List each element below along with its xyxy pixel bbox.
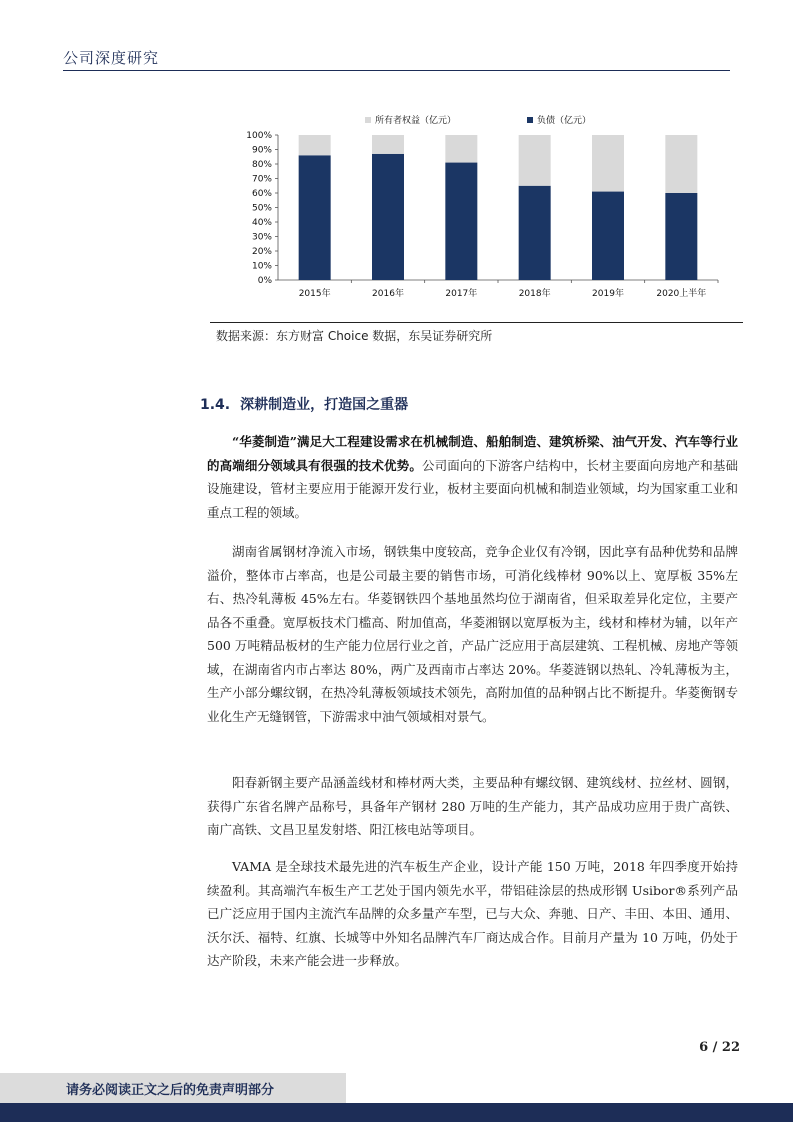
x-tick-label: 2019年: [592, 289, 624, 299]
header-divider: [63, 70, 730, 71]
x-tick-label: 2017年: [445, 289, 478, 299]
bar-equity: [372, 135, 404, 154]
y-tick-label: 90%: [251, 145, 272, 156]
paragraph-vama: VAMA 是全球技术最先进的汽车板生产企业，设计产能 150 万吨，2018 年四季度开始持续盈利。其高端汽车板生产工艺处于国内领先水平，带铝硅涂层的热成形钢 Usibor®系列产品已广泛应用于国内主流汽车品牌的众多量产车型，已与大众、奔驰、日产、丰田、本田、通用、沃尔沃、福特、红旗、长城等中外知名品牌汽车厂商达成合作。目前月产量为 10 万吨，仍处于达产阶段，未来产能会进一步释放。: [207, 859, 738, 968]
x-axis-ticks: [299, 280, 718, 299]
bar-debt: [299, 155, 331, 280]
bar-equity: [299, 135, 331, 155]
y-tick-label: 30%: [251, 232, 272, 243]
section-number: 1.4.: [200, 397, 231, 413]
y-tick-label: 10%: [251, 261, 272, 272]
x-tick-label: 2020上半年: [656, 289, 707, 299]
bar-debt: [445, 163, 477, 280]
y-tick-label: 0%: [257, 276, 272, 286]
bar-equity: [445, 135, 477, 163]
y-tick-label: 40%: [251, 218, 272, 228]
bar-equity: [592, 135, 624, 192]
legend-label: 负债（亿元）: [537, 116, 592, 126]
bar-debt: [665, 193, 697, 280]
y-tick-label: 20%: [251, 247, 272, 257]
legend-label: 所有者权益（亿元）: [375, 116, 457, 126]
y-tick-label: 70%: [251, 174, 272, 185]
section-heading: [200, 394, 408, 414]
footer-disclaimer: 请务必阅读正文之后的免责声明部分: [66, 1083, 275, 1098]
report-type-title: 公司深度研究: [63, 49, 160, 67]
y-tick-label: 50%: [251, 203, 272, 214]
section-title: 深耕制造业，打造国之重器: [240, 397, 409, 413]
bar-debt: [372, 154, 404, 280]
equity-debt-ratio-chart: [210, 108, 740, 308]
chart-source: 数据来源：东方财富 Choice 数据，东吴证券研究所: [216, 329, 493, 343]
page-number: 6 / 22: [699, 1040, 740, 1055]
y-tick-label: 60%: [251, 189, 272, 199]
bar-equity: [665, 135, 697, 193]
x-tick-label: 2018年: [518, 289, 551, 299]
chart-gridlines: [278, 135, 718, 280]
legend-swatch: [527, 117, 533, 123]
chart-legend: [365, 114, 591, 126]
bar-equity: [519, 135, 551, 186]
paragraph-yangchun-steel: 阳春新钢主要产品涵盖线材和棒材两大类，主要品种有螺纹钢、建筑线材、拉丝材、圆钢，获得广东省名牌产品称号，具备年产钢材 280 万吨的生产能力，其产品成功应用于贵广高铁、南广高铁、文昌卫星发射塔、阳江核电站等项目。: [207, 775, 738, 837]
y-tick-label: 100%: [246, 131, 272, 141]
paragraph-hunan-market: 湖南省属钢材净流入市场，钢铁集中度较高，竞争企业仅有冷钢，因此享有品种优势和品牌溢价，整体市占率高，也是公司最主要的销售市场，可消化线棒材 90%以上、宽厚板 35%左右、热冷轧薄板 45%左右。华菱钢铁四个基地虽然均位于湖南省，但采取差异化定位，主要产品各不重叠。宽厚板技术门槛高、附加值高，华菱湘钢以宽厚板为主，线材和棒材为辅，以年产 500 万吨精品板材的生产能力位居行业之首，产品广泛应用于高层建筑、工程机械、房地产等领域，在湖南省内市占率达 80%，两广及西南市占率达 20%。华菱涟钢以热轧、冷轧薄板为主，生产小部分螺纹钢，在热冷轧薄板领域技术领先，高附加值的品种钢占比不断提升。华菱衡钢专业化生产无缝钢管，下游需求中油气领域相对景气。: [207, 544, 738, 724]
legend-swatch: [365, 117, 371, 123]
source-divider: [210, 322, 743, 323]
x-tick-label: 2016年: [372, 289, 404, 299]
x-tick-label: 2015年: [298, 289, 331, 299]
y-axis-ticks: [246, 131, 278, 286]
paragraph-huaing-manufacturing: [207, 430, 738, 524]
footer-band: [0, 1103, 793, 1122]
paragraph-body: 公司面向的下游客户结构中，长材主要面向房地产和基础设施建设，管材主要应用于能源开发行业，板材主要面向机械和制造业领域，均为国家重工业和重点工程的领域。: [207, 457, 738, 520]
paragraph-lead: “华菱制造”满足大工程建设需求在机械制造、船舶制造、建筑桥梁、油气开发、汽车等行业的高端细分领域具有很强的技术优势。: [207, 434, 738, 473]
bar-debt: [592, 192, 624, 280]
y-tick-label: 80%: [251, 160, 272, 170]
chart-bars: [299, 135, 698, 280]
bar-debt: [519, 186, 551, 280]
